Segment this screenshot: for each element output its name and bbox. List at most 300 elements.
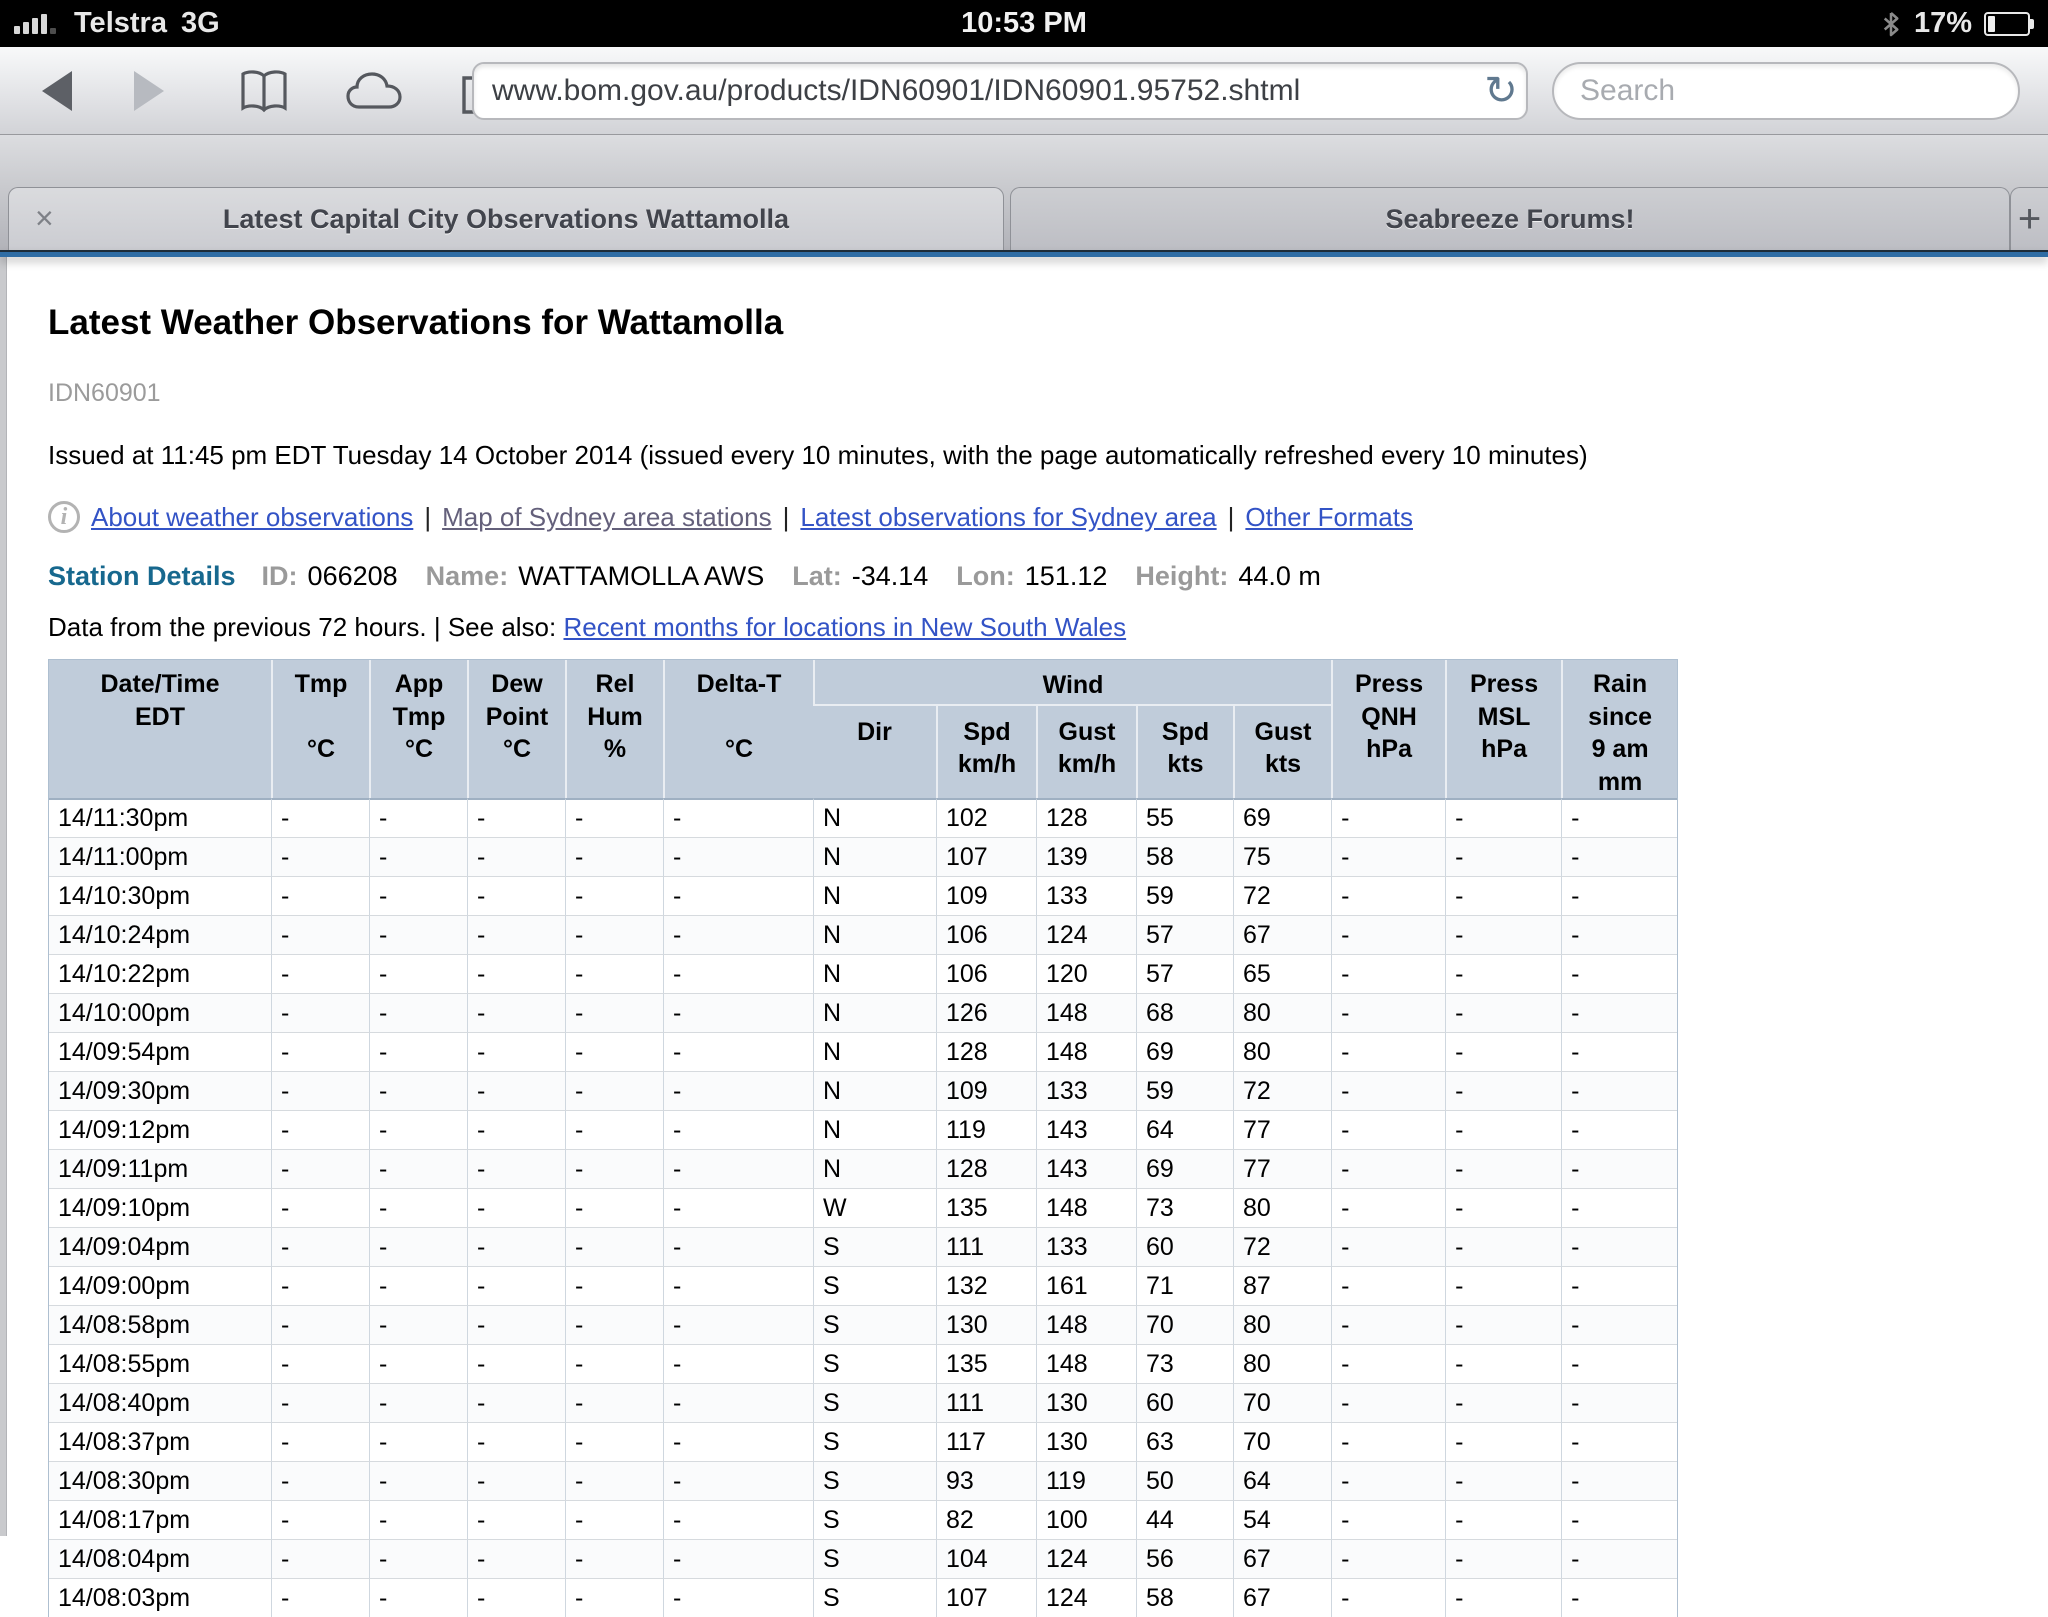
cell: - xyxy=(467,1500,565,1539)
cell: 50 xyxy=(1136,1461,1233,1500)
table-row xyxy=(49,1032,1677,1071)
cell: - xyxy=(1331,1110,1445,1149)
cell: - xyxy=(271,1071,369,1110)
cell: - xyxy=(1561,1032,1677,1071)
forward-icon xyxy=(134,71,164,111)
cell: - xyxy=(271,1266,369,1305)
cell: - xyxy=(271,993,369,1032)
cell: 80 xyxy=(1233,1188,1331,1227)
table-row xyxy=(49,876,1677,915)
table-row xyxy=(49,1110,1677,1149)
cell: 148 xyxy=(1036,1188,1136,1227)
cell: 57 xyxy=(1136,915,1233,954)
cell: 120 xyxy=(1036,954,1136,993)
cell: - xyxy=(369,1227,467,1266)
cell: 102 xyxy=(936,798,1036,837)
cell: 60 xyxy=(1136,1383,1233,1422)
station-lon-value: 151.12 xyxy=(1024,561,1108,591)
cell: 14/10:30pm xyxy=(49,876,271,915)
cell: - xyxy=(1445,1032,1561,1071)
cell: - xyxy=(565,798,663,837)
tab-title: Latest Capital City Observations Wattamolla xyxy=(222,203,790,234)
cell: 161 xyxy=(1036,1266,1136,1305)
cell: N xyxy=(813,915,936,954)
cell: - xyxy=(1561,1227,1677,1266)
cell: - xyxy=(663,993,813,1032)
cell: - xyxy=(271,1539,369,1578)
cell: - xyxy=(369,1500,467,1539)
cell: - xyxy=(369,1539,467,1578)
link-separator: | xyxy=(782,501,790,532)
cell: - xyxy=(565,1539,663,1578)
cell: 75 xyxy=(1233,837,1331,876)
cell: - xyxy=(369,1461,467,1500)
column-header-tmp: Tmp °C xyxy=(271,660,369,798)
forward-button[interactable] xyxy=(114,61,184,121)
cell: S xyxy=(813,1461,936,1500)
cell: - xyxy=(1331,954,1445,993)
cell: - xyxy=(369,1071,467,1110)
cell: - xyxy=(1445,1539,1561,1578)
cell: 77 xyxy=(1233,1149,1331,1188)
cell: - xyxy=(467,1071,565,1110)
cell: S xyxy=(813,1578,936,1617)
bookmarks-book-icon xyxy=(236,68,292,114)
cell: - xyxy=(565,1110,663,1149)
table-row xyxy=(49,993,1677,1032)
cell: 14/08:55pm xyxy=(49,1344,271,1383)
column-header-gust_kts: Gust kts xyxy=(1233,706,1331,798)
cell: 14/08:40pm xyxy=(49,1383,271,1422)
browser-toolbar xyxy=(0,47,2048,135)
cell: - xyxy=(1445,1461,1561,1500)
info-icon: i xyxy=(48,501,80,533)
cell: - xyxy=(1331,1071,1445,1110)
tab-bar xyxy=(0,135,2048,250)
cloud-icon xyxy=(345,69,403,113)
cell: - xyxy=(663,798,813,837)
cell: 14/11:00pm xyxy=(49,837,271,876)
cell: - xyxy=(1561,1110,1677,1149)
cell: - xyxy=(1331,1227,1445,1266)
cell: 44 xyxy=(1136,1500,1233,1539)
station-height-label: Height: xyxy=(1135,561,1229,591)
cell: - xyxy=(369,1110,467,1149)
cell: 58 xyxy=(1136,837,1233,876)
cell: - xyxy=(271,1422,369,1461)
cell: 14/10:00pm xyxy=(49,993,271,1032)
cell: 148 xyxy=(1036,993,1136,1032)
cell: 124 xyxy=(1036,1578,1136,1617)
table-row xyxy=(49,954,1677,993)
column-header-dew_point: Dew Point °C xyxy=(467,660,565,798)
cell: - xyxy=(663,1266,813,1305)
cell: 100 xyxy=(1036,1500,1136,1539)
cell: - xyxy=(1561,1539,1677,1578)
cell: - xyxy=(271,1461,369,1500)
cell: - xyxy=(1561,1071,1677,1110)
link-other-formats[interactable]: Other Formats xyxy=(1245,501,1413,532)
cell: - xyxy=(565,1266,663,1305)
cell: - xyxy=(1445,1422,1561,1461)
cell: 80 xyxy=(1233,1032,1331,1071)
cell: - xyxy=(1445,1188,1561,1227)
cell: - xyxy=(663,1227,813,1266)
cell: - xyxy=(663,1461,813,1500)
cell: 58 xyxy=(1136,1578,1233,1617)
cell: - xyxy=(1445,798,1561,837)
cell: 55 xyxy=(1136,798,1233,837)
cell: 14/08:58pm xyxy=(49,1305,271,1344)
link-recent-months-nsw[interactable]: Recent months for locations in New South Wales xyxy=(563,612,1127,642)
station-name-value: WATTAMOLLA AWS xyxy=(518,561,765,591)
cell: - xyxy=(467,837,565,876)
cell: S xyxy=(813,1500,936,1539)
tab-seabreeze-forums[interactable] xyxy=(1010,187,2010,250)
cell: - xyxy=(663,915,813,954)
cell: - xyxy=(1561,1344,1677,1383)
cell: 111 xyxy=(936,1383,1036,1422)
cell: 70 xyxy=(1233,1383,1331,1422)
cell: - xyxy=(271,915,369,954)
cell: - xyxy=(1331,1032,1445,1071)
cell: 14/09:11pm xyxy=(49,1149,271,1188)
cell: - xyxy=(467,876,565,915)
cell: - xyxy=(369,798,467,837)
cell: - xyxy=(1445,837,1561,876)
cell: - xyxy=(467,1422,565,1461)
cell: - xyxy=(1561,798,1677,837)
column-header-press_qnh: Press QNH hPa xyxy=(1331,660,1445,798)
link-about-weather-observations[interactable]: About weather observations xyxy=(91,501,414,532)
cell: - xyxy=(565,1461,663,1500)
cell: S xyxy=(813,1305,936,1344)
cell: N xyxy=(813,1071,936,1110)
cell: 107 xyxy=(936,1578,1036,1617)
table-row xyxy=(49,1266,1677,1305)
station-lat-value: -34.14 xyxy=(851,561,929,591)
cell: - xyxy=(1561,993,1677,1032)
cell: S xyxy=(813,1344,936,1383)
back-button[interactable] xyxy=(22,61,92,121)
cell: - xyxy=(1331,798,1445,837)
cell: 119 xyxy=(1036,1461,1136,1500)
cell: - xyxy=(271,798,369,837)
cell: - xyxy=(1445,993,1561,1032)
battery-icon xyxy=(1984,12,2034,36)
cell: 109 xyxy=(936,1071,1036,1110)
cell: 69 xyxy=(1233,798,1331,837)
cell: 14/08:03pm xyxy=(49,1578,271,1617)
cell: - xyxy=(1561,1461,1677,1500)
cell: - xyxy=(565,1578,663,1617)
cell: - xyxy=(1561,1422,1677,1461)
column-header-rel_hum: Rel Hum % xyxy=(565,660,663,798)
cell: 135 xyxy=(936,1344,1036,1383)
cell: - xyxy=(1561,915,1677,954)
cell: N xyxy=(813,837,936,876)
cell: - xyxy=(467,1266,565,1305)
cell: 14/08:30pm xyxy=(49,1461,271,1500)
cell: 69 xyxy=(1136,1032,1233,1071)
cell: - xyxy=(271,954,369,993)
cell: - xyxy=(271,1149,369,1188)
cell: - xyxy=(467,1344,565,1383)
cell: - xyxy=(565,876,663,915)
cell: - xyxy=(663,1578,813,1617)
cell: - xyxy=(565,1149,663,1188)
cell: 14/08:37pm xyxy=(49,1422,271,1461)
back-icon xyxy=(42,71,72,111)
cell: - xyxy=(1331,1149,1445,1188)
cell: - xyxy=(467,915,565,954)
cell: 72 xyxy=(1233,1071,1331,1110)
cell: 130 xyxy=(1036,1422,1136,1461)
cell: - xyxy=(1561,1500,1677,1539)
cell: - xyxy=(1561,1266,1677,1305)
cell: - xyxy=(1561,954,1677,993)
column-header-spd_kmh: Spd km/h xyxy=(936,706,1036,798)
station-lat-label: Lat: xyxy=(792,561,842,591)
cell: - xyxy=(369,1578,467,1617)
search-input[interactable] xyxy=(1552,62,2020,120)
cell: - xyxy=(369,954,467,993)
cell: - xyxy=(1445,1344,1561,1383)
cell: 59 xyxy=(1136,876,1233,915)
cell: - xyxy=(1331,1188,1445,1227)
cell: 148 xyxy=(1036,1305,1136,1344)
cell: 72 xyxy=(1233,876,1331,915)
page-nav-links xyxy=(48,501,2048,533)
cell: - xyxy=(1331,915,1445,954)
cell: - xyxy=(1561,1383,1677,1422)
cell: - xyxy=(663,1110,813,1149)
cell: - xyxy=(663,1071,813,1110)
cell: 14/08:17pm xyxy=(49,1500,271,1539)
cell: 128 xyxy=(936,1032,1036,1071)
icloud-tabs-button[interactable] xyxy=(339,61,409,121)
cell: - xyxy=(1445,1227,1561,1266)
table-row xyxy=(49,1188,1677,1227)
link-map-of-sydney-area-stations[interactable]: Map of Sydney area stations xyxy=(442,501,772,532)
cell: - xyxy=(1561,1149,1677,1188)
cell: 139 xyxy=(1036,837,1136,876)
cell: 119 xyxy=(936,1110,1036,1149)
cell: 14/09:00pm xyxy=(49,1266,271,1305)
station-lon-label: Lon: xyxy=(956,561,1015,591)
tab-wattamolla-observations[interactable] xyxy=(8,187,1004,250)
cell: - xyxy=(565,1422,663,1461)
cell: - xyxy=(663,876,813,915)
cell: 111 xyxy=(936,1227,1036,1266)
close-tab-icon[interactable]: × xyxy=(35,200,54,236)
cell: - xyxy=(467,1578,565,1617)
station-id-label: ID: xyxy=(261,561,298,591)
cell: - xyxy=(271,1032,369,1071)
cell: - xyxy=(565,993,663,1032)
cell: 132 xyxy=(936,1266,1036,1305)
cell: - xyxy=(369,1305,467,1344)
table-row xyxy=(49,1305,1677,1344)
cell: 68 xyxy=(1136,993,1233,1032)
cell: 133 xyxy=(1036,1227,1136,1266)
cell: - xyxy=(565,1383,663,1422)
column-header-delta_t: Delta-T °C xyxy=(663,660,813,798)
status-bar xyxy=(0,0,2048,47)
cell: - xyxy=(663,1149,813,1188)
cell: - xyxy=(1331,1383,1445,1422)
cell: - xyxy=(369,993,467,1032)
table-row xyxy=(49,1227,1677,1266)
cell: 70 xyxy=(1136,1305,1233,1344)
cell: - xyxy=(1561,1578,1677,1617)
carrier-label: Telstra xyxy=(74,7,167,39)
cell: 67 xyxy=(1233,1578,1331,1617)
cell: 128 xyxy=(936,1149,1036,1188)
station-id-value: 066208 xyxy=(307,561,398,591)
cell: - xyxy=(467,1539,565,1578)
cell: 14/09:10pm xyxy=(49,1188,271,1227)
cell: - xyxy=(565,1500,663,1539)
cell: - xyxy=(1445,954,1561,993)
cell: - xyxy=(1445,1149,1561,1188)
cell: - xyxy=(271,1344,369,1383)
cell: - xyxy=(1331,1539,1445,1578)
table-row xyxy=(49,1461,1677,1500)
cell: 148 xyxy=(1036,1344,1136,1383)
cell: - xyxy=(369,1344,467,1383)
cell: 117 xyxy=(936,1422,1036,1461)
cell: - xyxy=(369,837,467,876)
link-latest-observations-sydney-area[interactable]: Latest observations for Sydney area xyxy=(800,501,1217,532)
cell: 63 xyxy=(1136,1422,1233,1461)
network-type-label: 3G xyxy=(180,7,220,39)
cell: 56 xyxy=(1136,1539,1233,1578)
cell: - xyxy=(467,1461,565,1500)
cell: W xyxy=(813,1188,936,1227)
cell: 57 xyxy=(1136,954,1233,993)
cell: 109 xyxy=(936,876,1036,915)
cell: - xyxy=(565,1032,663,1071)
table-row xyxy=(49,1422,1677,1461)
web-page-content xyxy=(0,257,2048,1612)
station-details-heading: Station Details xyxy=(48,561,236,591)
cell: 14/09:54pm xyxy=(49,1032,271,1071)
cell: - xyxy=(271,876,369,915)
station-details-row xyxy=(48,561,2048,592)
cell: N xyxy=(813,1032,936,1071)
cell: - xyxy=(1445,1110,1561,1149)
refresh-button[interactable]: ↻ xyxy=(1484,69,1518,113)
cell: - xyxy=(1331,1266,1445,1305)
cell: - xyxy=(565,954,663,993)
column-header-dir: Dir xyxy=(813,706,936,798)
cell: 130 xyxy=(1036,1383,1136,1422)
page-title: Latest Weather Observations for Wattamolla xyxy=(48,303,784,342)
cell: - xyxy=(1445,1578,1561,1617)
tab-title: Seabreeze Forums! xyxy=(1385,203,1635,234)
cell: - xyxy=(369,915,467,954)
page-left-gutter xyxy=(0,257,7,1536)
cell: N xyxy=(813,1110,936,1149)
station-height-value: 44.0 m xyxy=(1238,561,1321,591)
cell: 80 xyxy=(1233,1344,1331,1383)
cell: - xyxy=(663,1422,813,1461)
table-row xyxy=(49,1071,1677,1110)
cell: 128 xyxy=(1036,798,1136,837)
table-row xyxy=(49,1149,1677,1188)
cell: - xyxy=(467,1383,565,1422)
link-separator: | xyxy=(1227,501,1235,532)
cell: S xyxy=(813,1422,936,1461)
cell: 77 xyxy=(1233,1110,1331,1149)
cell: - xyxy=(271,1227,369,1266)
tab-accent-line xyxy=(0,250,2048,257)
cell: - xyxy=(467,954,565,993)
cell: - xyxy=(565,1227,663,1266)
cell: N xyxy=(813,993,936,1032)
cell: 106 xyxy=(936,954,1036,993)
cell: - xyxy=(565,1305,663,1344)
cell: S xyxy=(813,1227,936,1266)
cell: - xyxy=(369,1032,467,1071)
cell: - xyxy=(565,1188,663,1227)
cell: S xyxy=(813,1266,936,1305)
cell: 73 xyxy=(1136,1344,1233,1383)
cell: 124 xyxy=(1036,1539,1136,1578)
cell: - xyxy=(663,837,813,876)
cell: 130 xyxy=(936,1305,1036,1344)
cell: 60 xyxy=(1136,1227,1233,1266)
cell: - xyxy=(565,1071,663,1110)
url-input[interactable] xyxy=(472,62,1528,120)
cell: 82 xyxy=(936,1500,1036,1539)
cell: - xyxy=(1445,1500,1561,1539)
cell: - xyxy=(369,1422,467,1461)
cell: N xyxy=(813,954,936,993)
cell: 64 xyxy=(1136,1110,1233,1149)
cell: 54 xyxy=(1233,1500,1331,1539)
cell: S xyxy=(813,1539,936,1578)
cell: 59 xyxy=(1136,1071,1233,1110)
column-header-spd_kts: Spd kts xyxy=(1136,706,1233,798)
cell: 143 xyxy=(1036,1110,1136,1149)
new-tab-button[interactable]: + xyxy=(2010,187,2048,250)
column-header-datetime: Date/Time EDT xyxy=(49,660,271,798)
cell: - xyxy=(1331,1305,1445,1344)
cell: - xyxy=(1445,1071,1561,1110)
cell: 14/09:30pm xyxy=(49,1071,271,1110)
issued-text: Issued at 11:45 pm EDT Tuesday 14 October 2014 (issued every 10 minutes, with the page automatically refreshed every 10 minutes) xyxy=(48,440,1588,470)
cell: 87 xyxy=(1233,1266,1331,1305)
cell: 143 xyxy=(1036,1149,1136,1188)
cell: - xyxy=(1331,1422,1445,1461)
table-row xyxy=(49,1383,1677,1422)
table-row xyxy=(49,1344,1677,1383)
column-header-app_tmp: App Tmp °C xyxy=(369,660,467,798)
column-header-rain: Rain since 9 am mm xyxy=(1561,660,1677,798)
cell: - xyxy=(565,837,663,876)
cell: - xyxy=(663,1539,813,1578)
cell: - xyxy=(1331,1500,1445,1539)
cell: - xyxy=(565,915,663,954)
cell: - xyxy=(1331,993,1445,1032)
link-separator: | xyxy=(424,501,432,532)
bookmarks-button[interactable] xyxy=(229,61,299,121)
cell: - xyxy=(467,993,565,1032)
cell: - xyxy=(663,1188,813,1227)
cell: - xyxy=(271,1383,369,1422)
